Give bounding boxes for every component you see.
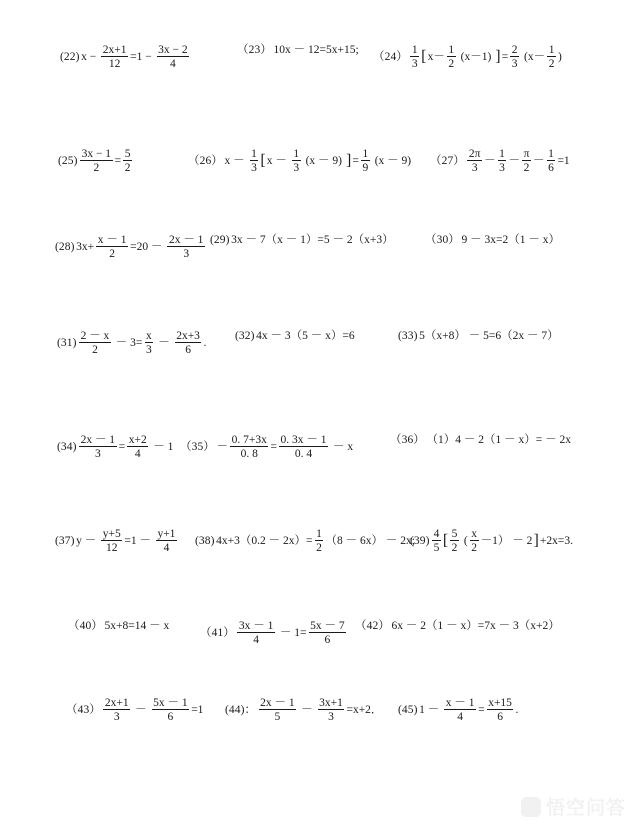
expression-text: x－ (427, 50, 445, 63)
expression-text: = (501, 50, 509, 63)
problem-37 (55, 528, 178, 555)
watermark (521, 793, 626, 820)
expression-text: 9 － 3x=2（1 － x） (461, 234, 560, 246)
fraction-numerator: π (523, 147, 530, 160)
expression-text: 5x+8=14 － x (104, 620, 170, 632)
expression-text: ) (558, 50, 562, 63)
fraction-denominator: 2 (523, 161, 530, 174)
fraction (410, 44, 419, 71)
problem-label: （23） (237, 44, 272, 56)
problem-label: (25) (58, 154, 78, 167)
expression-text: x － (224, 154, 248, 167)
fraction-numerator: 1 (251, 147, 257, 160)
fraction-denominator: 2 (471, 541, 478, 554)
fraction-denominator: 6 (324, 633, 331, 646)
bracket: [ (260, 151, 266, 169)
fraction-denominator: 6 (185, 343, 191, 356)
expression-text: －1） － 2 (480, 534, 533, 547)
expression-text: (x － 9) (302, 154, 345, 167)
problem-35 (180, 434, 354, 461)
bracket: ] (495, 47, 501, 65)
problem-label: (34) (57, 440, 77, 453)
problem-33 (398, 330, 559, 343)
fraction-denominator: 6 (548, 161, 554, 174)
fraction-numerator: x － 1 (97, 233, 127, 246)
problem-expression (461, 234, 561, 247)
fraction-numerator: 2x+1 (104, 696, 129, 709)
expression-text: － 1 (150, 440, 174, 453)
problem-expression (236, 620, 348, 647)
fraction-numerator: 1 (548, 147, 554, 160)
fraction-denominator: 5 (274, 710, 281, 723)
problem-label: （40） (68, 620, 103, 632)
fraction (123, 148, 132, 175)
problem-25 (58, 148, 134, 175)
problem-32 (235, 330, 355, 343)
expression-text: +2x=3. (539, 534, 574, 547)
problem-45 (398, 697, 519, 724)
fraction-denominator: 2 (109, 247, 115, 260)
problem-42 (355, 620, 560, 633)
problem-label: （24） (373, 50, 408, 63)
fraction (279, 434, 328, 461)
fraction (230, 434, 268, 461)
bracket: ] (533, 531, 539, 549)
fraction-denominator: 3 (183, 247, 190, 260)
problem-expression (466, 148, 570, 175)
expression-text: = (352, 154, 359, 167)
fraction (157, 44, 190, 71)
fraction (145, 330, 154, 357)
expression-text: 1 － (419, 703, 443, 716)
fraction (510, 44, 519, 71)
fraction-numerator: y+5 (102, 527, 121, 540)
problem-label: (45) (398, 703, 418, 716)
fraction (467, 148, 482, 175)
fraction-numerator: 2π (468, 147, 481, 160)
expression-text: 3x+ (76, 240, 95, 253)
expression-text: － (132, 703, 150, 716)
fraction-numerator: 2x － 1 (168, 233, 204, 246)
fraction-denominator: 3 (293, 161, 300, 174)
fraction (237, 620, 275, 647)
watermark-text: 悟空问答 (545, 797, 626, 819)
problem-expression (216, 528, 416, 555)
expression-text: （8 － 6x） － 2x; (325, 534, 415, 547)
fraction-numerator: x (471, 527, 478, 540)
expression-text: 6x － 2（1 － x）=7x － 3（x+2） (391, 620, 560, 632)
fraction-denominator: 9 (362, 161, 369, 174)
fraction-numerator: 3x+1 (319, 696, 343, 709)
problem-label: （35） (180, 440, 215, 453)
problem-expression (273, 44, 359, 57)
fraction-numerator: 0. 3x － 1 (280, 433, 327, 446)
fraction-numerator: y+1 (157, 527, 176, 540)
fraction-denominator: 4 (163, 541, 170, 554)
problem-expression (224, 148, 412, 175)
fraction (447, 44, 456, 71)
expression-text: x － (266, 154, 290, 167)
fraction (79, 330, 111, 357)
fraction-numerator: 5 (124, 147, 131, 160)
problem-41 (200, 620, 348, 647)
fraction (127, 434, 148, 461)
expression-text: － (216, 440, 228, 453)
fraction (79, 434, 117, 461)
problem-27 (430, 148, 570, 175)
fraction-numerator: 1 (293, 147, 300, 160)
problem-22 (60, 44, 191, 71)
problem-label: （27） (430, 154, 465, 167)
fraction (450, 528, 459, 555)
problem-expression (216, 434, 354, 461)
fraction-numerator: x (146, 329, 152, 342)
expression-text: . (515, 703, 519, 716)
problem-38 (195, 528, 416, 555)
fraction (315, 528, 324, 555)
fraction-numerator: 2 － x (80, 329, 110, 342)
problem-label: （26） (188, 154, 223, 167)
expression-text: （1）4 － 2（1 － x）= － 2x (426, 434, 571, 446)
problem-30 (425, 234, 561, 247)
fraction-denominator: 6 (497, 710, 503, 723)
fraction (470, 528, 479, 555)
fraction-denominator: 3 (328, 710, 334, 723)
fraction (444, 697, 476, 724)
fraction-denominator: 4 (170, 57, 176, 70)
problem-expression (426, 434, 572, 447)
problem-24 (373, 44, 562, 71)
expression-text: =x+2． (346, 703, 383, 716)
fraction-denominator: 2 (448, 57, 455, 70)
fraction-denominator: 2 (451, 541, 458, 554)
problem-expression (391, 620, 560, 633)
fraction (292, 148, 301, 175)
problem-label: (33) (398, 330, 418, 342)
expression-text: (x－1) (457, 50, 495, 63)
fraction (80, 148, 113, 175)
problem-expression (78, 434, 174, 461)
problem-29 (210, 234, 394, 247)
fraction-numerator: 5x － 1 (153, 696, 188, 709)
fraction-denominator: 3 (511, 57, 518, 70)
fraction-numerator: 2x － 1 (260, 696, 295, 709)
problem-label: （36） (390, 434, 425, 446)
fraction-numerator: 1 (362, 147, 369, 160)
fraction-denominator: 3 (499, 161, 505, 174)
fraction-denominator: 0. 4 (294, 447, 313, 460)
problem-28 (55, 234, 206, 261)
expression-text: = (114, 154, 122, 167)
expression-text: =1 (191, 703, 204, 716)
fraction (101, 44, 128, 71)
fraction-denominator: 12 (108, 57, 121, 70)
expression-text: (x － 9) (371, 154, 412, 167)
problem-label: （43） (66, 703, 101, 716)
fraction-denominator: 2 (124, 161, 131, 174)
problem-label: (29) (210, 234, 230, 246)
fraction-denominator: 3 (411, 57, 418, 70)
problem-label: (37) (55, 534, 75, 547)
problem-expression (409, 44, 563, 71)
expression-text: = (118, 440, 126, 453)
problem-label: (31) (57, 336, 77, 349)
expression-text: 4x+3（0.2 － 2x）= (216, 534, 313, 547)
fraction-numerator: 3x － 1 (238, 619, 274, 632)
problem-expression (76, 528, 179, 555)
expression-text: － (155, 336, 173, 349)
bracket: [ (442, 531, 449, 549)
bracket: [ (421, 47, 427, 65)
problem-expression (102, 697, 204, 724)
fraction-denominator: 5 (433, 541, 440, 554)
problem-39 (410, 528, 574, 555)
fraction-numerator: x － 1 (445, 696, 475, 709)
bracket: ] (345, 151, 352, 169)
problem-label: (28) (55, 240, 75, 253)
fraction-numerator: 5x － 7 (310, 619, 345, 632)
problem-label: (32) (235, 330, 255, 342)
fraction-denominator: 2 (548, 57, 555, 70)
fraction (487, 697, 514, 724)
fraction-denominator: 3 (94, 447, 101, 460)
fraction (361, 148, 370, 175)
fraction-numerator: 2x+3 (176, 329, 200, 342)
expression-text: 10x － 12=5x+15; (273, 44, 359, 56)
fraction-denominator: 3 (113, 710, 120, 723)
fraction-denominator: 2 (93, 161, 100, 174)
fraction (309, 620, 347, 647)
fraction (103, 697, 130, 724)
fraction (547, 148, 556, 175)
fraction (259, 697, 297, 724)
problem-expression (79, 148, 134, 175)
fraction-numerator: 5 (451, 527, 458, 540)
fraction-numerator: 2x+1 (102, 43, 127, 56)
problem-expression (419, 697, 519, 724)
fraction-denominator: 0. 8 (240, 447, 258, 460)
fraction-numerator: 1 (448, 43, 455, 56)
fraction-denominator: 4 (134, 447, 141, 460)
problem-34 (57, 434, 174, 461)
fraction (318, 697, 345, 724)
fraction-numerator: 1 (411, 43, 418, 56)
fraction-numerator: 3x − 2 (158, 43, 188, 56)
fraction (175, 330, 202, 357)
problem-expression (231, 234, 395, 247)
fraction-numerator: 0. 7+3x (231, 433, 267, 446)
fraction (498, 148, 507, 175)
app-badge-icon (521, 797, 541, 817)
fraction (522, 148, 531, 175)
fraction-numerator: 1 (548, 43, 555, 56)
fraction (167, 234, 205, 261)
expression-text: (x－ (521, 50, 546, 63)
problem-label: （42） (355, 620, 390, 632)
expression-text: 5（x+8） － 5=6（2x － 7） (419, 330, 559, 342)
fraction-numerator: 3x − 1 (81, 147, 112, 160)
problem-label: （30） (425, 234, 460, 246)
problem-40 (68, 620, 170, 633)
fraction (156, 528, 177, 555)
fraction-denominator: 3 (146, 343, 152, 356)
fraction-denominator: 4 (253, 633, 260, 646)
fraction (152, 697, 190, 724)
fraction-numerator: 2 (511, 43, 518, 56)
expression-text: y － (76, 534, 100, 547)
fraction-numerator: x+2 (128, 433, 147, 446)
expression-text: =1 － (124, 534, 154, 547)
fraction (101, 528, 122, 555)
problem-43 (66, 697, 204, 724)
expression-text: =1 (557, 154, 570, 167)
fraction-numerator: 4 (433, 527, 440, 540)
problem-label: (22) (60, 50, 80, 63)
expression-text: 4x － 3（5 － x）=6 (256, 330, 355, 342)
fraction-denominator: 6 (167, 710, 174, 723)
expression-text: = (270, 440, 277, 453)
fraction-numerator: 1 (499, 147, 505, 160)
problem-31 (57, 330, 207, 357)
fraction-denominator: 2 (92, 343, 98, 356)
problem-36 (390, 434, 572, 447)
fraction (96, 234, 128, 261)
expression-text: ( (460, 534, 468, 547)
problem-expression (419, 330, 560, 343)
problem-label: （41） (200, 626, 235, 639)
expression-text: . (203, 336, 207, 349)
expression-text: － (533, 154, 545, 167)
expression-text: － 1= (277, 626, 307, 639)
expression-text: =1 − (130, 50, 155, 63)
expression-text: － x (330, 440, 354, 453)
fraction (547, 44, 556, 71)
fraction-denominator: 3 (471, 161, 478, 174)
problem-label: (44)： (225, 703, 257, 716)
expression-text: － 3= (112, 336, 143, 349)
problem-44 (225, 697, 383, 724)
problem-expression (256, 330, 356, 343)
problem-23 (237, 44, 359, 57)
expression-text: =20 － (130, 240, 166, 253)
fraction-numerator: 2x － 1 (80, 433, 116, 446)
problem-expression (431, 528, 574, 555)
problem-label: (39) (410, 534, 430, 547)
expression-text: － (484, 154, 496, 167)
expression-text: 3x － 7（x － 1）=5 － 2（x+3） (231, 234, 394, 246)
fraction (250, 148, 259, 175)
problem-expression (78, 330, 207, 357)
fraction-numerator: x+15 (488, 696, 512, 709)
fraction-denominator: 3 (251, 161, 257, 174)
expression-text: － (508, 154, 520, 167)
problem-label: (38) (195, 534, 215, 547)
fraction-denominator: 2 (316, 541, 322, 554)
fraction-denominator: 12 (106, 541, 118, 554)
expression-text: = (478, 703, 485, 716)
problem-expression (76, 234, 207, 261)
problem-expression (104, 620, 170, 633)
problem-expression (257, 697, 383, 724)
problem-expression (81, 44, 191, 71)
expression-text: － (298, 703, 316, 716)
fraction (432, 528, 441, 555)
problem-26 (188, 148, 412, 175)
fraction-denominator: 4 (457, 710, 463, 723)
expression-text: x − (81, 50, 100, 63)
fraction-numerator: 1 (316, 527, 322, 540)
